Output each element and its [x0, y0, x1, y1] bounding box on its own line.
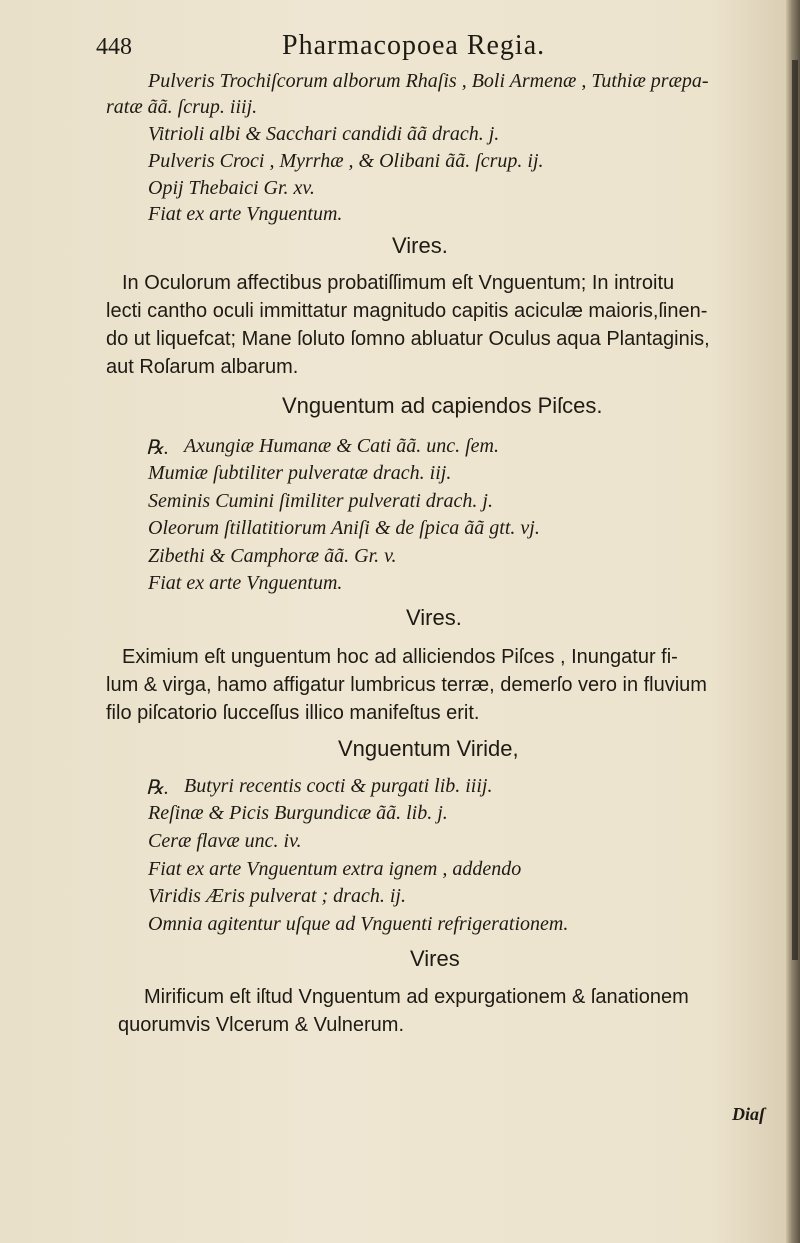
recipe2-line: Zibethi & Camphoræ ãã. Gr. v.: [148, 545, 397, 567]
vires-text-line: lecti cantho oculi immittatur magnitudo capitis aciculæ maioris,ſinen-: [106, 300, 708, 322]
binding-shadow: [792, 60, 798, 960]
recipe1-line: Fiat ex arte Vnguentum.: [148, 203, 343, 225]
recipe3-line: Viridis Æris pulverat ; drach. ij.: [148, 885, 406, 907]
recipe2-line: Axungiæ Humanæ & Cati ãã. unc. ſem.: [184, 435, 499, 457]
recipe3-line: Reſinæ & Picis Burgundicæ ãã. lib. j.: [148, 802, 448, 824]
vires-heading: Vires.: [392, 233, 448, 258]
recipe1-line: ratæ ãã. ſcrup. iiij.: [106, 96, 258, 118]
page-header: [96, 24, 786, 64]
vires-text-line: lum & virga, hamo affigatur lumbricus terræ, demerſo vero in fluvium: [106, 674, 707, 696]
vires-text-line: filo piſcatorio ſucceſſus illico manifeſtus erit.: [106, 702, 480, 724]
recipe2-line: Mumiæ ſubtiliter pulveratæ drach. iij.: [148, 462, 452, 484]
vires-text-line: Mirificum eſt iſtud Vnguentum ad expurgationem & ſanationem: [144, 986, 689, 1008]
vires-text-line: aut Roſarum albarum.: [106, 356, 299, 378]
vires-heading: Vires.: [406, 605, 462, 630]
recipe2-line: Seminis Cumini ſimiliter pulverati drach. j.: [148, 490, 493, 512]
catchword: Diaſ: [732, 1104, 765, 1124]
recipe3-line: Omnia agitentur uſque ad Vnguenti refrigerationem.: [148, 913, 569, 935]
recipe3-line: Fiat ex arte Vnguentum extra ignem , addendo: [148, 858, 522, 880]
recipe2-line: Fiat ex arte Vnguentum.: [148, 572, 343, 594]
recipe-title: Vnguentum ad capiendos Piſces.: [282, 393, 603, 418]
page-number: 448: [96, 34, 132, 60]
recipe1-line: Pulveris Croci , Myrrhæ , & Olibani ãã. ſcrup. ij.: [148, 150, 544, 172]
recipe3-line: Butyri recentis cocti & purgati lib. iiij.: [184, 775, 493, 797]
recipe-title: Vnguentum Viride,: [338, 736, 519, 761]
recipe1-line: Vitrioli albi & Sacchari candidi ãã drach. j.: [148, 123, 500, 145]
recipe1-line: Opij Thebaici Gr. xv.: [148, 177, 315, 199]
recipe1-line: Pulveris Trochiſcorum alborum Rhaſis , Boli Armenæ , Tuthiæ præpa-: [148, 70, 709, 92]
vires-heading: Vires: [410, 946, 460, 971]
vires-text-line: do ut liquefcat; Mane ſoluto ſomno abluatur Oculus aqua Plantaginis,: [106, 328, 710, 350]
recipe-sign: ℞.: [146, 437, 169, 459]
recipe-sign: ℞.: [146, 777, 169, 799]
recipe2-line: Oleorum ſtillatitiorum Aniſi & de ſpica ãã gtt. vj.: [148, 517, 540, 539]
vires-text-line: quorumvis Vlcerum & Vulnerum.: [118, 1014, 405, 1036]
vires-text-line: In Oculorum affectibus probatiſſimum eſt Vnguentum; In introitu: [122, 272, 675, 294]
vires-text-line: Eximium eſt unguentum hoc ad alliciendos Piſces , Inungatur fi-: [122, 646, 678, 668]
running-title: Pharmacopoea Regia.: [282, 30, 546, 61]
recipe3-line: Ceræ flavæ unc. iv.: [148, 830, 302, 852]
